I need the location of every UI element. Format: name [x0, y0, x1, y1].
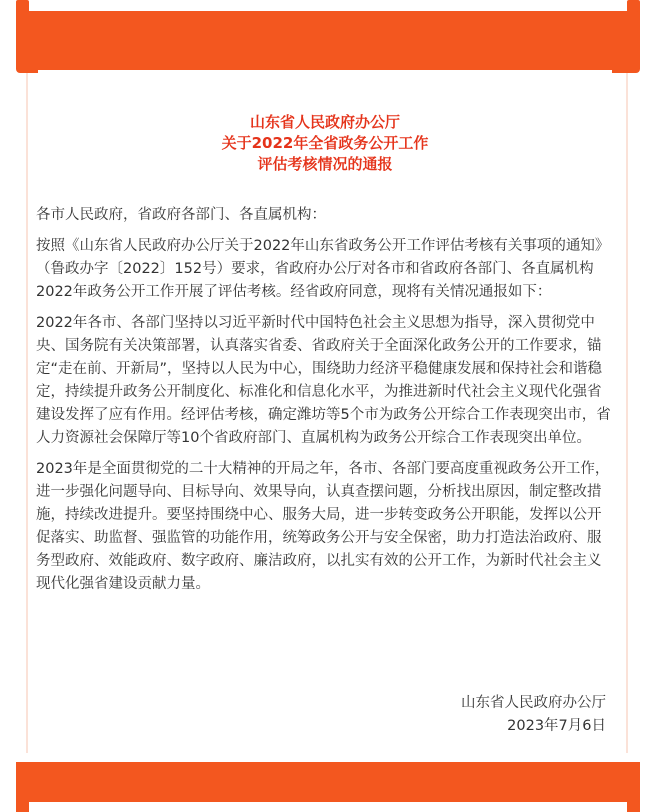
document-title [0, 112, 650, 175]
signature-date: 2023年7月6日 [507, 718, 606, 734]
title-line-2: 关于2022年全省政务公开工作 [221, 134, 429, 152]
signature-block [461, 692, 606, 738]
paragraph-3: 2023年是全面贯彻党的二十大精神的开局之年，各市、各部门要高度重视政务公开工作，进一步强化问题导向、目标导向、效果导向，认真查摆问题，分析找出原因，制定整改措施，持续改进提升。要坚持围绕中心、服务大局，进一步转变政务公开职能，发挥以公开促落实、助监督、强监管的功能作用，统筹政务公开与安全保密，助力打造法治政府、服务型政府、效能政府、数字政府、廉洁政府，以扎实有效的公开工作，为新时代社会主义现代化强省建设贡献力量。 [36, 461, 610, 592]
title-line-3: 评估考核情况的通报 [257, 155, 393, 173]
signature-org: 山东省人民政府办公厅 [461, 695, 606, 711]
title-line-1: 山东省人民政府办公厅 [249, 113, 400, 131]
salutation: 各市人民政府，省政府各部门、各直属机构： [36, 207, 326, 223]
paragraph-1: 按照《山东省人民政府办公厅关于2022年山东省政务公开工作评估考核有关事项的通知》（鲁政办字〔2022〕152号）要求，省政府办公厅对各市和省政府各部门、各直属机构2022年政务公开工作开展了评估考核。经省政府同意，现将有关情况通报如下： [36, 238, 610, 300]
frame-bar-bottom [16, 762, 640, 802]
frame-bar-top [16, 11, 640, 73]
document-body [36, 204, 614, 604]
top-decorative-frame [0, 0, 650, 78]
paragraph-2: 2022年各市、各部门坚持以习近平新时代中国特色社会主义思想为指导，深入贯彻党中央、国务院有关决策部署，认真落实省委、省政府关于全面深化政务公开的工作要求，锚定“走在前、开新局”，坚持以人民为中心，围绕助力经济平稳健康发展和保持社会和谐稳定，持续提升政务公开制度化、标准化和信息化水平，为推进新时代社会主义现代化强省建设发挥了应有作用。经评估考核，确定潍坊等5个市为政务公开综合工作表现突出市，省人力资源社会保障厅等10个省政府部门、直属机构为政务公开综合工作表现突出单位。 [36, 315, 611, 446]
bottom-decorative-frame [0, 750, 650, 812]
